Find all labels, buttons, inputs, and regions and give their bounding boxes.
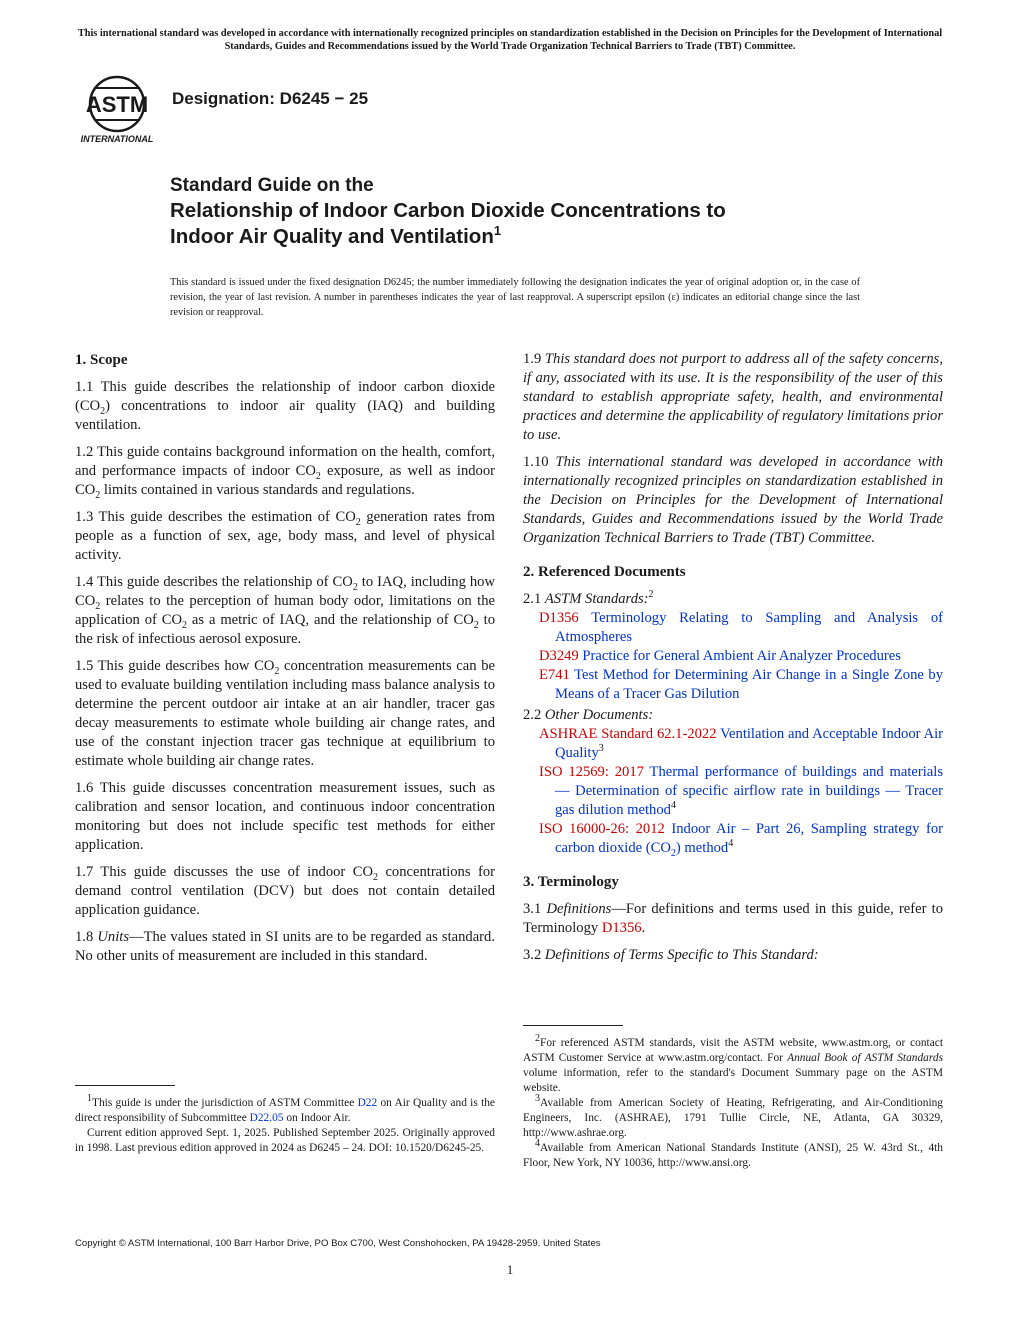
references-heading: 2. Referenced Documents: [523, 564, 686, 580]
title-line-2a: Relationship of Indoor Carbon Dioxide Concentrations to: [170, 199, 726, 222]
ref-ashrae[interactable]: ASHRAE Standard 62.1-2022 Ventilation and Acceptable Indoor Air Quality$^3$: [539, 726, 943, 761]
ref-iso-12569[interactable]: ISO 12569: 2017 Thermal performance of buildings and materials — Determination of specific airflow rate in buildings — Tracer gas dilution method$^4$: [539, 764, 944, 818]
para-1-4: 1.4 This guide describes the relationship of $CO_2$ to IAQ, including how $CO_2$ relates to the perception of human body odor, limitations on the application of $CO_2$ as a metric of IAQ, and the relationship of $CO_2$ to the risk of infectious aerosol exposure.: [75, 574, 496, 647]
ref-iso-16000[interactable]: ISO 16000-26: 2012 Indoor Air – Part 26, Sampling strategy for carbon dioxide $(CO_2)$ method$^4$: [539, 821, 943, 859]
title-line-1: Standard Guide on the: [170, 175, 374, 196]
para-1-8: 1.8 Units—The values stated in SI units are to be regarded as standard. No other units of measurement are included in this standard.: [75, 929, 495, 964]
ref-e741[interactable]: E741 Test Method for Determining Air Change in a Single Zone by Means of a Tracer Gas Dilution: [539, 667, 943, 702]
logo-text: ASTM: [85, 92, 149, 117]
footnote-4: $^4$Available from American National Standards Institute (ANSI), 25 W. 43rd St., 4th Floor, New York, NY 10036, http://www.ansi.org.: [523, 1138, 943, 1169]
footnote-3: $^3$Available from American Society of Heating, Refrigerating, and Air-Conditioning Engineers, Inc. (ASHRAE), 1791 Tullie Circle, NE, Atlanta, GA 30329, http://www.ashrae.org.: [523, 1093, 943, 1139]
ref-d3249[interactable]: D3249 Practice for General Ambient Air Analyzer Procedures: [539, 648, 901, 664]
para-1-2: 1.2 This guide contains background information on the health, comfort, and performance impacts of indoor $CO_2$ exposure, as well as indoor $CO_2$ limits contained in various standards and regulations.: [75, 444, 495, 501]
ref-d1356[interactable]: D1356 Terminology Relating to Sampling and Analysis of Atmospheres: [539, 610, 943, 645]
fixed-designation-note: This standard is issued under the fixed designation D6245; the number immediately following the designation indicates the year of original adoption or, in the case of revision, the year of last revision. A number in parentheses indicates the year of last reapproval. A superscript epsilon (ε) indicates an editorial change since the last revision or reapproval.: [170, 277, 860, 318]
title-footnote-mark: 1: [493, 223, 502, 239]
para-1-9: 1.9 This standard does not purport to address all of the safety concerns, if any, associated with its use. It is the responsibility of the user of this standard to establish appropriate safety, health, and environmental practices and determine the applicability of regulatory limitations prior to use.: [523, 351, 944, 443]
astm-standards-label: 2.1 ASTM Standards:$^2$: [523, 589, 654, 607]
footnote-rule-left: [75, 1085, 175, 1086]
footnote-1: $^1$This guide is under the jurisdiction of ASTM Committee D22 on Air Quality and is the direct responsibility of Subcommittee D22.05 on Indoor Air.: [75, 1093, 495, 1124]
footnote-1-edition: Current edition approved Sept. 1, 2025. Published September 2025. Originally approved in 1998. Last previous edition approved in 2024 as D6245 – 24. DOI: 10.1520/D6245-25.: [75, 1127, 495, 1154]
title-line-3: Indoor Air Quality and Ventilation: [170, 225, 494, 248]
left-column: [75, 350, 495, 974]
footnotes-left: [75, 1093, 495, 1156]
para-3-1: 3.1 Definitions—For definitions and terms used in this guide, refer to Terminology D1356.: [523, 901, 943, 936]
right-column: [523, 350, 943, 973]
link-d22[interactable]: D22: [357, 1097, 378, 1109]
link-d1356[interactable]: D1356: [601, 920, 642, 936]
scope-heading: 1. Scope: [75, 352, 128, 368]
link-d22-05[interactable]: D22.05: [249, 1112, 284, 1124]
copyright: Copyright © ASTM International, 100 Barr Harbor Drive, PO Box C700, West Conshohocken, PA 19428-2959. United States: [75, 1238, 601, 1249]
para-1-3: 1.3 This guide describes the estimation of $CO_2$ generation rates from people as a function of sex, age, body mass, and level of physical activity.: [75, 509, 495, 563]
para-3-2: 3.2 Definitions of Terms Specific to This Standard:: [523, 947, 819, 963]
para-1-10: 1.10 This international standard was developed in accordance with internationally recognized principles on standardization established in the Decision on Principles for the Development of International Standards, Guides and Recommendations issued by the World Trade Organization Technical Barriers to Trade (TBT) Committee.: [523, 454, 944, 546]
astm-logo: [72, 74, 162, 146]
document-title: [170, 174, 930, 250]
top-notice: This international standard was developed in accordance with internationally recognized principles on standardization established in the Decision on Principles for the Development of International Standards, Guides and Recommendations issued by the World Trade Organization Technical Barriers to Trade (TBT) Committee.: [77, 28, 943, 52]
para-1-7: 1.7 This guide discusses the use of indoor $CO_2$ concentrations for demand control ventilation (DCV) but does not contain detailed application guidance.: [75, 864, 495, 918]
terminology-heading: 3. Terminology: [523, 874, 619, 890]
para-1-6: 1.6 This guide discusses concentration measurement issues, such as calibration and sensor location, and continuous indoor concentration monitoring but does not include specific test methods for either application.: [75, 780, 495, 853]
footnote-rule-right: [523, 1025, 623, 1026]
other-documents-label: 2.2 Other Documents:: [523, 707, 654, 723]
footnote-2: $^2$For referenced ASTM standards, visit the ASTM website, www.astm.org, or contact ASTM Customer Service at www.astm.org/contact. For Annual Book of ASTM Standards volume information, refer to the standard's Document Summary page on the ASTM website.: [523, 1033, 944, 1094]
logo-subtext: INTERNATIONAL: [80, 134, 154, 144]
footnotes-right: [523, 1033, 944, 1171]
title-line-2: [170, 198, 930, 250]
para-1-1: 1.1 This guide describes the relationship of indoor carbon dioxide $(CO_2)$ concentrations to indoor air quality (IAQ) and building ventilation.: [75, 379, 495, 433]
para-1-5: 1.5 This guide describes how $CO_2$ concentration measurements can be used to evaluate building ventilation including mass balance analysis to determine the percent outdoor air intake at an air handler, tracer gas decay measurements to estimate whole building air change rates, and use of the constant injection tracer gas technique at equilibrium to estimate whole building air change rates.: [75, 658, 495, 769]
designation: Designation: D6245 − 25: [172, 89, 369, 108]
page-number: 1: [506, 1262, 514, 1277]
